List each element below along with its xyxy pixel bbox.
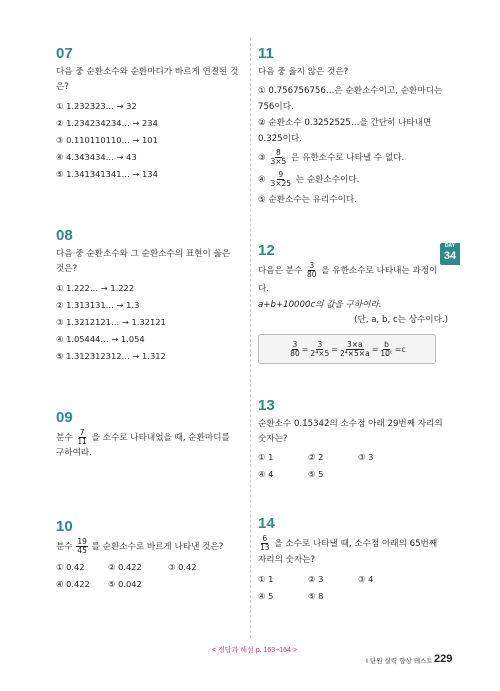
option-3[interactable]: ③ 0.110110110… → 101 [56,135,158,145]
formula-frac-3 [339,341,371,358]
question-text: 다음 중 순환소수와 그 순환소수의 표현이 옳은 것은? [56,249,231,274]
answer-reference-link[interactable]: < 정답과 해설 p. 163~164 > [212,647,297,654]
denominator: 11 [77,437,87,446]
option-row-2 [258,466,458,483]
option-3[interactable]: ③ 3 [358,452,374,462]
option-list [56,98,256,183]
fraction [269,171,292,188]
option-4[interactable]: ④ 4.343434… → 43 [56,152,137,162]
denominator: 10ᶜ [380,348,393,358]
option-5[interactable]: ⑤ 순환소수는 유리수이다. [258,195,357,205]
question-text: 순환소수 0.1̇5342̇의 소수점 아래 29번째 자리의 숫자는? [258,419,443,444]
numerator: 3 [292,339,298,349]
denominator: 80 [290,348,300,358]
question-number: 11 [258,45,274,62]
fraction [76,429,88,446]
question-number: 09 [56,409,73,426]
option-1[interactable]: ① 0.4̇2̇ [56,562,85,572]
question-number: 14 [258,515,275,532]
option-2[interactable]: ② 0.42̇2̇ [108,562,142,572]
option-5[interactable]: ⑤ 1.341341341… → 134 [56,169,158,179]
numerator: 7 [79,428,85,437]
day-number: 34 [443,250,457,262]
option-marker: ③ [258,153,266,163]
option-text: 은 유한소수로 나타낼 수 없다. [291,153,405,163]
numerator: b [384,339,389,349]
option-1[interactable]: ① 1 [258,574,274,584]
question-number: 07 [56,45,73,62]
question-text-line2: a+b+10000c의 값을 구하여라. [258,300,382,310]
option-marker: ④ [258,175,266,185]
denominator: 80 [306,270,317,279]
question-13 [258,398,458,483]
option-3[interactable]: ③ 1.3212121… → 1.321̇21̇ [56,317,166,327]
numerator: 3×a [347,339,363,349]
question-number: 08 [56,227,73,244]
denominator: 2⁴×5 [310,348,330,358]
text-pre: 다음은 분수 [258,266,303,276]
text-post: 을 소수로 나타내었을 때, 순환마디를 구하여라. [56,433,230,458]
text-post: 을 유한소수로 나타내는 과정이다. [258,266,438,294]
option-5[interactable]: ⑤ 8 [308,591,324,601]
option-5[interactable]: ⑤ 0.04̇2̇ [108,579,142,589]
option-row-1 [258,571,458,588]
equals-sign: = [371,344,379,354]
day-tab [440,243,460,265]
option-4[interactable]: ④ 0.42̇2 [56,579,90,589]
option-4[interactable]: ④ 5 [258,591,274,601]
question-text [56,538,246,555]
numerator: 3 [309,261,315,270]
question-08 [56,228,256,365]
constant-note: (단, a, b, c는 상수이다.) [354,315,448,325]
denominator: 3×25 [270,179,292,188]
fraction [259,535,271,552]
question-12 [258,243,458,364]
option-row-2 [258,588,458,605]
option-list [56,280,256,365]
question-07 [56,46,256,183]
denominator: 2⁴×5×a [339,348,370,358]
unit-label: I 단원 실력 향상 테스트 [366,657,433,665]
question-10 [56,519,256,593]
option-1[interactable]: ① 1.222… → 1.2̇2̇2̇ [56,283,135,293]
question-text [258,262,448,298]
option-3[interactable]: ③ 4 [358,574,374,584]
option-2[interactable]: ② 1.313131… → 1.3̇ [56,300,140,310]
numerator: 9 [278,170,284,179]
question-number: 12 [258,242,275,259]
question-09 [56,410,256,461]
option-3[interactable]: ③ 0.42̇ [168,562,197,572]
formula-frac-1 [289,341,301,358]
question-14 [258,516,458,605]
option-2[interactable]: ② 3 [308,574,324,584]
option-5[interactable]: ⑤ 1.312312312… → 1.3̇12̇ [56,351,166,361]
option-1[interactable]: ① 1 [258,452,274,462]
option-2[interactable]: ② 1.234234234… → 234 [56,118,158,128]
option-1[interactable]: ① 1.232323… → 32 [56,101,137,111]
option-4[interactable]: ④ 4 [258,469,274,479]
option-row-2 [56,576,256,593]
text-pre: 분수 [56,433,73,443]
question-number: 10 [56,518,73,535]
formula-box [258,334,436,364]
text-post: 을 소수로 나타낼 때, 소수점 아래의 65번째 자리의 숫자는? [258,539,438,565]
option-row-1 [56,559,256,576]
option-4[interactable] [258,169,443,191]
option-3[interactable] [258,147,443,169]
numerator: 19 [77,537,87,546]
denominator: 3×5 [270,157,287,166]
question-text: 다음 중 순환소수와 순환마디가 바르게 연결된 것은? [56,67,239,92]
option-5[interactable]: ⑤ 5 [308,469,324,479]
option-2[interactable]: ② 2 [308,452,324,462]
formula-frac-4 [379,341,393,358]
text-pre: 분수 [56,542,73,552]
question-11 [258,46,458,209]
fraction [76,538,88,555]
question-text [56,429,236,461]
question-number: 13 [258,397,275,414]
page-number: 229 [434,653,453,665]
day-label: DAY [444,243,456,249]
option-text: 는 순환소수이다. [295,175,360,185]
formula-tail: =c [394,344,406,354]
option-2[interactable]: ② 순환소수 0.3252525…을 간단히 나타내면 0.32̇5̇이다. [258,118,432,144]
denominator: 45 [77,546,87,555]
numerator: 8 [275,148,281,157]
fraction [306,262,318,279]
denominator: 13 [260,543,270,552]
equals-sign: = [331,344,338,354]
question-text [258,535,438,568]
option-4[interactable]: ④ 1.05444… → 1.054̇ [56,334,145,344]
option-list [258,83,443,209]
text-post: 를 순환소수로 바르게 나타낸 것은? [91,542,224,552]
numerator: 3 [317,339,323,349]
option-1[interactable]: ① 0.756756756…은 순환소수이고, 순환마디는 756이다. [258,86,443,112]
question-text: 다음 중 옳지 않은 것은? [258,67,349,77]
formula-frac-2 [309,341,330,358]
numerator: 6 [262,534,268,543]
option-row-1 [258,449,458,466]
equals-sign: = [301,344,309,354]
fraction [269,149,287,166]
